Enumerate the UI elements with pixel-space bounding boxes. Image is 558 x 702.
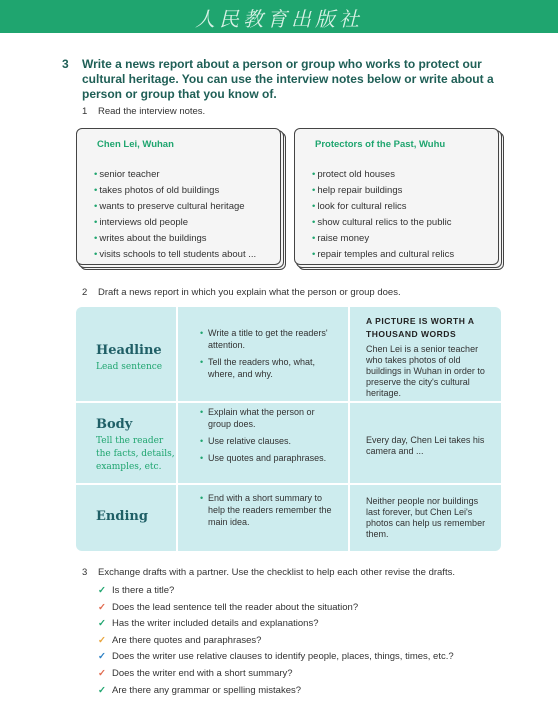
note-card-chen-lei	[76, 128, 284, 268]
tip-item: • Tell the readers who, what, where, and why.	[200, 357, 316, 379]
note-item: • look for cultural relics	[312, 201, 407, 212]
note-card-title: Chen Lei, Wuhan	[97, 139, 174, 150]
report-structure-table	[76, 307, 501, 551]
checklist-item: ✓ Are there any grammar or spelling mistakes?	[98, 683, 454, 700]
checkmark-icon: ✓	[98, 601, 106, 613]
checkmark-icon: ✓	[98, 684, 106, 696]
task-instructions: Write a news report about a person or group who works to protect our cultural heritage. You can use the interview notes below or write about a person or group that you know of.	[82, 57, 494, 101]
note-item: • wants to preserve cultural heritage	[94, 201, 245, 212]
row-subheading: Tell the reader the facts, details, examples, etc.	[96, 436, 175, 472]
note-item: • takes photos of old buildings	[94, 185, 220, 196]
checkmark-icon: ✓	[98, 667, 106, 679]
publisher-logo: 人民教育出版社	[195, 7, 363, 31]
task-number: 3	[62, 57, 69, 71]
checkmark-icon: ✓	[98, 585, 106, 596]
note-item: • protect old houses	[312, 169, 395, 180]
row-heading-headline: Headline	[96, 343, 162, 358]
step-3-text: Exchange drafts with a partner. Use the checklist to help each other revise the drafts.	[98, 567, 455, 578]
checklist-item: ✓ Does the writer end with a short summary?	[98, 666, 454, 683]
row-tips	[200, 492, 340, 533]
checklist-item: ✓ Has the writer included details and explanations?	[98, 616, 454, 633]
row-tips	[200, 406, 340, 469]
header-band	[0, 0, 558, 33]
revision-checklist	[98, 583, 454, 699]
note-item: • interviews old people	[94, 217, 189, 228]
tip-item: • End with a short summary to help the readers remember the main idea.	[200, 493, 332, 527]
example-heading: A PICTURE IS WORTH A THOUSAND WORDS	[366, 316, 475, 339]
note-list	[94, 167, 256, 263]
row-heading-body: Body	[96, 417, 133, 432]
note-list	[312, 167, 454, 263]
step-2-number: 2	[82, 287, 88, 298]
note-item: • writes about the buildings	[94, 233, 207, 244]
note-item: • repair temples and cultural relics	[312, 249, 455, 260]
row-subheading: Lead sentence	[96, 362, 163, 372]
note-item: • visits schools to tell students about ...	[94, 249, 257, 260]
tip-item: • Use quotes and paraphrases.	[200, 453, 327, 463]
tip-item: • Write a title to get the readers' attention.	[200, 328, 328, 350]
checklist-item: ✓ Are there quotes and paraphrases?	[98, 633, 454, 650]
row-tips	[200, 327, 340, 385]
step-1-text: Read the interview notes.	[98, 106, 206, 117]
checklist-item: ✓ Is there a title?	[98, 583, 454, 600]
step-3-number: 3	[82, 567, 88, 578]
note-item: • senior teacher	[94, 169, 160, 180]
example-headline: Chen Lei is a senior teacher who takes photos of old buildings in Wuhan in order to preserve the city's cultural heritage.	[366, 344, 485, 398]
note-card-protectors	[294, 128, 502, 268]
note-item: • show cultural relics to the public	[312, 217, 452, 228]
note-item: • raise money	[312, 233, 370, 244]
tip-item: • Use relative clauses.	[200, 436, 292, 446]
checkmark-icon: ✓	[98, 651, 106, 663]
example-body: Every day, Chen Lei takes his camera and ...	[366, 435, 485, 456]
checklist-item: ✓ Does the lead sentence tell the reader about the situation?	[98, 600, 454, 617]
tip-item: • Explain what the person or group does.	[200, 407, 315, 429]
note-item: • help repair buildings	[312, 185, 403, 196]
row-heading-ending: Ending	[96, 509, 148, 524]
step-1-number: 1	[82, 106, 88, 117]
checkmark-icon: ✓	[98, 618, 106, 630]
step-2-text: Draft a news report in which you explain what the person or group does.	[98, 287, 401, 298]
checklist-item: ✓ Does the writer use relative clauses to identify people, places, things, times, etc.?	[98, 649, 454, 666]
checkmark-icon: ✓	[98, 634, 106, 646]
note-card-title: Protectors of the Past, Wuhu	[315, 139, 446, 150]
example-ending: Neither people nor buildings last forever, but Chen Lei's photos can help us remember them.	[366, 496, 486, 539]
